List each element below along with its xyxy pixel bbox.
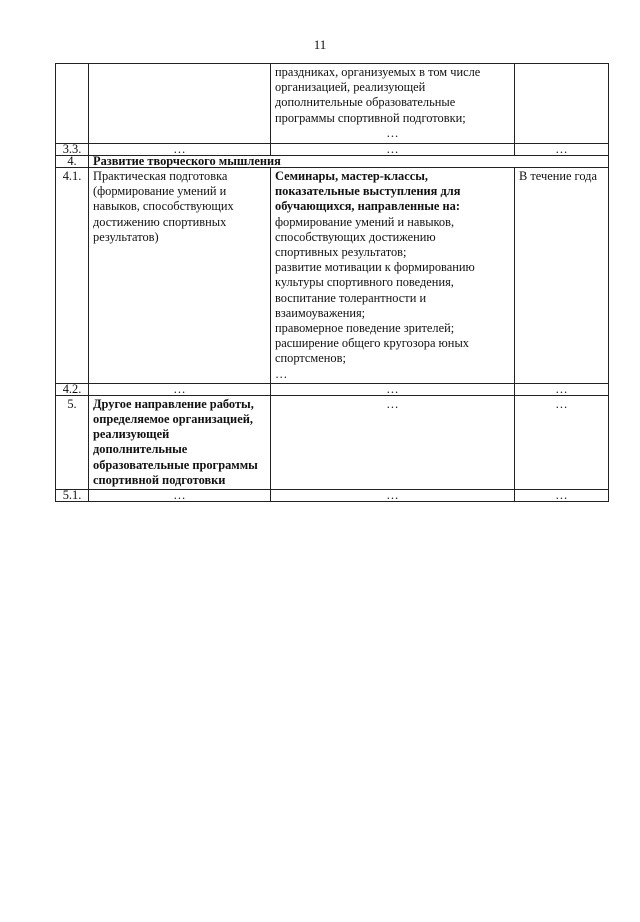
content-line: воспитание толерантности и (275, 290, 427, 305)
section-name-line: Другое направление работы, (93, 396, 254, 411)
section-name-cell (89, 168, 271, 384)
section-name-line: реализующей (93, 427, 170, 442)
content-line: праздниках, организуемых в том числе (275, 65, 481, 79)
event-content-cell (271, 64, 515, 144)
row-number: 5.1. (56, 490, 89, 502)
content-line: способствующих достижению (275, 229, 436, 244)
deadline-cell: В течение года (515, 168, 609, 384)
content-line: программы спортивной подготовки; (275, 110, 466, 125)
content-line: культуры спортивного поведения, (275, 275, 454, 290)
content-line: правомерное поведение зрителей; (275, 321, 455, 336)
event-content-cell: … (271, 383, 515, 395)
section-name-line: Практическая подготовка (93, 169, 228, 183)
section-name-line: определяемое организацией, (93, 412, 253, 427)
deadline-cell: … (515, 395, 609, 489)
content-line: взаимоуважения; (275, 305, 366, 320)
section-name-cell: … (89, 490, 271, 502)
event-content-cell: … (271, 144, 515, 156)
content-heading-line: Семинары, мастер-классы, (275, 169, 428, 183)
row-number: 3.3. (56, 144, 89, 156)
table-row (56, 156, 609, 168)
row-number: 4. (56, 156, 89, 168)
deadline-cell: … (515, 490, 609, 502)
content-line: формирование умений и навыков, (275, 214, 455, 229)
deadline-cell: … (515, 144, 609, 156)
content-line: спортсменов; (275, 351, 346, 366)
section-name-line: образовательные программы (93, 457, 258, 472)
section-name-line: результатов) (93, 229, 159, 244)
sports-program-table (55, 63, 609, 502)
content-heading-line: показательные выступления для (275, 184, 461, 199)
row-number: 4.1. (56, 168, 89, 384)
section-name-cell: … (89, 144, 271, 156)
section-name-line: достижению спортивных (93, 214, 227, 229)
table-row (56, 490, 609, 502)
content-line: развитие мотивации к формированию (275, 260, 475, 275)
content-line: спортивных результатов; (275, 245, 407, 260)
event-content-cell: … (271, 490, 515, 502)
section-title: Развитие творческого мышления (89, 156, 609, 168)
table-row (56, 395, 609, 489)
content-line: … (275, 366, 288, 381)
section-name-line: спортивной подготовки (93, 472, 226, 487)
row-number: 5. (56, 395, 89, 489)
table-row (56, 168, 609, 384)
content-line: расширение общего кругозора юных (275, 336, 469, 351)
section-name-cell: … (89, 383, 271, 395)
section-name-line: навыков, способствующих (93, 199, 234, 214)
table-row (56, 383, 609, 395)
row-number: 4.2. (56, 383, 89, 395)
content-heading-line: обучающихся, направленные на: (275, 199, 460, 214)
table-row (56, 64, 609, 144)
content-line: организацией, реализующей (275, 80, 426, 95)
row-number (56, 64, 89, 144)
section-name-line: (формирование умений и (93, 184, 227, 199)
content-line: … (386, 125, 399, 140)
section-name-cell (89, 395, 271, 489)
deadline-cell: … (515, 383, 609, 395)
section-name-cell (89, 64, 271, 144)
section-name-line: дополнительные (93, 442, 188, 457)
event-content-cell: … (271, 395, 515, 489)
content-line: дополнительные образовательные (275, 95, 456, 110)
event-content-cell (271, 168, 515, 384)
deadline-cell (515, 64, 609, 144)
page-number: 11 (313, 37, 327, 52)
